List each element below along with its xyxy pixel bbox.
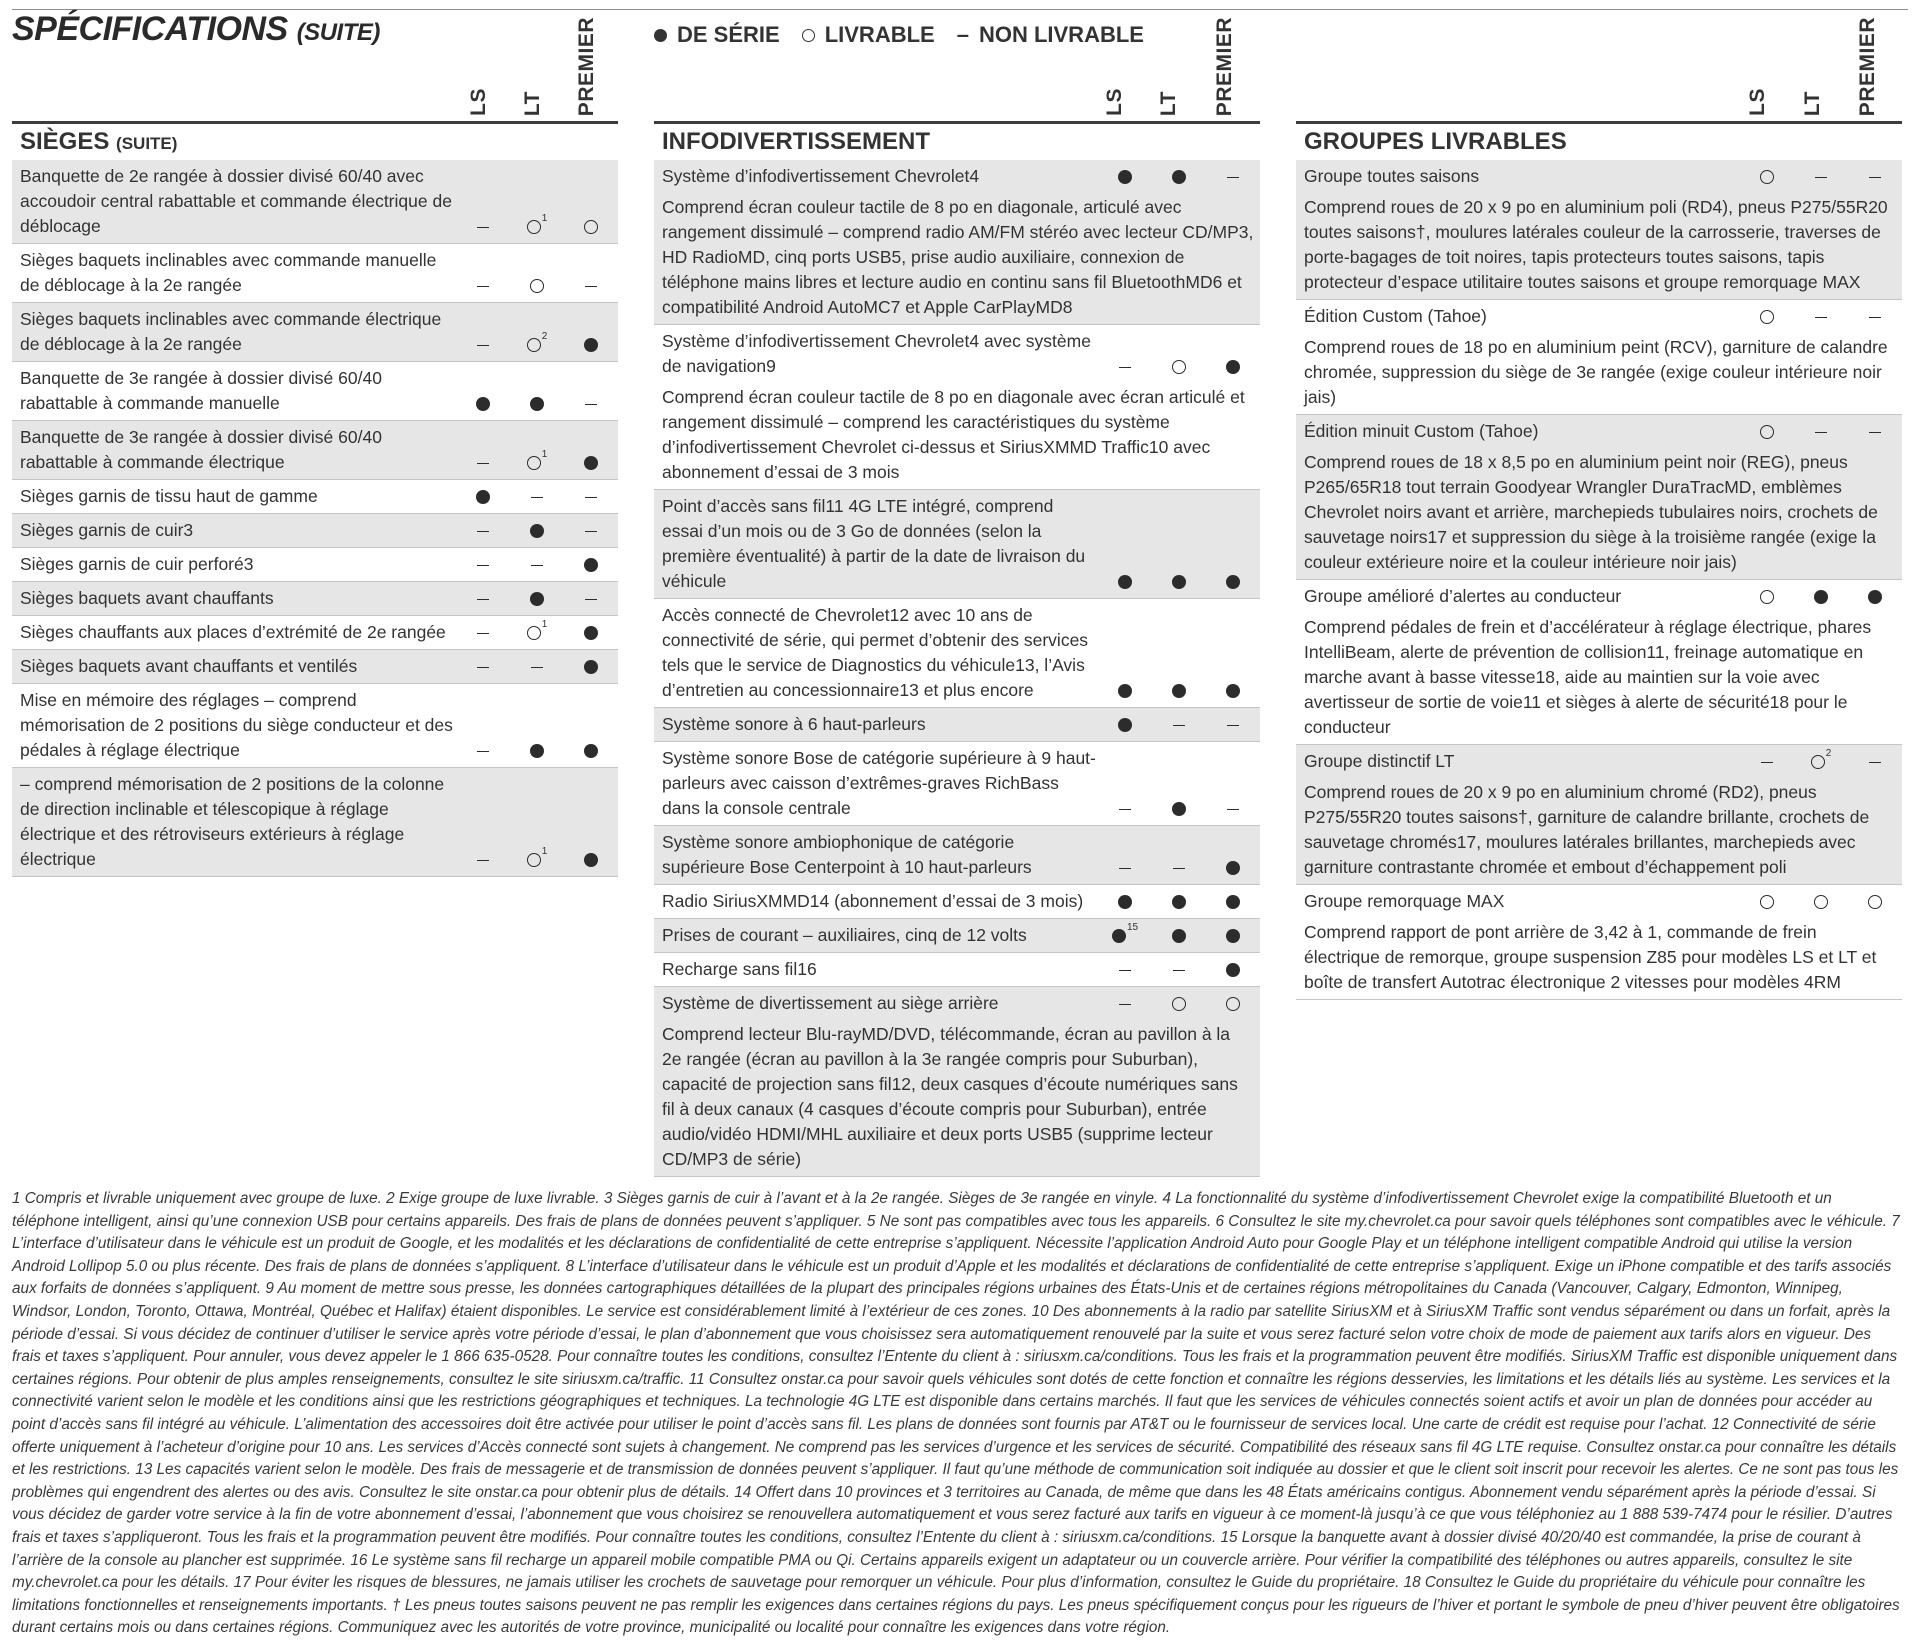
- packages-trim-headers: [1296, 16, 1902, 116]
- trim-availability-cell: [564, 214, 618, 239]
- trim-availability-cell: [1152, 164, 1206, 189]
- trim-header-lt: LT: [1157, 90, 1180, 116]
- trim-availability-cell: [1206, 678, 1260, 703]
- trim-availability-cell: [1152, 991, 1206, 1016]
- trim-availability-cell: [510, 332, 564, 357]
- trim-availability-cell: [510, 484, 564, 509]
- trim-availability-cell: [510, 518, 564, 543]
- table-row: [12, 244, 618, 303]
- feature-label: Radio SiriusXMMD14 (abonnement d’essai de 3 mois): [662, 891, 1084, 911]
- trim-availability-cell: [1152, 855, 1206, 880]
- footnote-ref: 1: [541, 449, 548, 460]
- page-title-suffix: (SUITE): [296, 19, 380, 46]
- trim-availability-cell: [1152, 796, 1206, 821]
- table-row: [12, 421, 618, 480]
- table-row: [1296, 160, 1902, 300]
- trim-availability-cell: [1206, 569, 1260, 594]
- filled-dot-icon: [1868, 590, 1882, 604]
- trim-availability-cell: [510, 738, 564, 763]
- dash-icon: [477, 667, 489, 668]
- feature-label: Sièges chauffants aux places d’extrémité de 2e rangée: [20, 622, 446, 642]
- filled-dot-icon: [530, 397, 544, 411]
- seats-title-main: SIÈGES: [20, 128, 110, 155]
- filled-dot-icon: [1172, 895, 1186, 909]
- table-row: [654, 953, 1260, 987]
- feature-label: – comprend mémorisation de 2 positions de la colonne de direction inclinable et télescopique à réglage électrique et des rétroviseurs extérieurs à réglage électrique: [20, 774, 445, 869]
- feature-label: Banquette de 2e rangée à dossier divisé 60/40 avec accoudoir central rabattable et commande électrique de déblocage: [20, 166, 452, 236]
- feature-label: Sièges garnis de cuir3: [20, 520, 194, 540]
- filled-dot-icon: [1172, 575, 1186, 589]
- trim-availability-cell: [1152, 678, 1206, 703]
- dash-icon: [1869, 762, 1881, 763]
- filled-dot-icon: [1226, 929, 1240, 943]
- filled-dot-icon: [1118, 170, 1132, 184]
- table-row: [12, 582, 618, 616]
- infotainment-title: INFODIVERTISSEMENT: [662, 128, 931, 155]
- trim-availability-cell: [1098, 354, 1152, 379]
- trim-availability-cell: [456, 586, 510, 611]
- filled-dot-icon: [1172, 929, 1186, 943]
- trim-availability-cell: [456, 620, 510, 645]
- filled-dot-icon: [1814, 590, 1828, 604]
- dash-icon: [477, 633, 489, 634]
- dash-icon: [477, 286, 489, 287]
- dash-icon: [1761, 762, 1773, 763]
- trim-availability-cell: [456, 738, 510, 763]
- filled-dot-icon: [1226, 895, 1240, 909]
- trim-availability-cell: [564, 738, 618, 763]
- trim-availability-cell: [456, 847, 510, 872]
- open-circle-icon: [1814, 895, 1828, 909]
- trim-availability-cell: [510, 654, 564, 679]
- filled-dot-icon: [530, 524, 544, 538]
- feature-description: Comprend roues de 18 x 8,5 po en aluminium peint noir (REG), pneus P265/65R18 tout terrain Goodyear Wrangler DuraTracMD, emblèmes Chevrolet noirs avant et arrière, marchepieds tubulaires noirs, crochets de sauvetage noirs17 et suppression du siège à la troisième rangée (exige la couleur extérieure noire et la couleur intérieure noir jais): [1304, 452, 1878, 572]
- filled-dot-icon: [1226, 360, 1240, 374]
- trim-availability-cell: [1740, 749, 1794, 774]
- trim-availability-cell: [564, 391, 618, 416]
- trim-availability-cell: [1794, 889, 1848, 914]
- trim-availability-cell: [564, 332, 618, 357]
- trim-availability-cell: [1152, 923, 1206, 948]
- trim-availability-cell: [456, 518, 510, 543]
- dash-icon: [1869, 177, 1881, 178]
- filled-dot-icon: [1226, 575, 1240, 589]
- infotainment-rows: [654, 160, 1260, 1177]
- filled-dot-icon: [1118, 718, 1132, 732]
- trim-availability-cell: [564, 273, 618, 298]
- footnote-ref: 2: [541, 331, 548, 342]
- trim-availability-cell: [1206, 712, 1260, 737]
- legend-standard-label: DE SÉRIE: [677, 22, 780, 47]
- legend-available-label: LIVRABLE: [824, 22, 935, 47]
- feature-label: Groupe distinctif LT: [1304, 751, 1455, 771]
- trim-availability-cell: [456, 332, 510, 357]
- dash-icon: –: [956, 22, 969, 47]
- filled-dot-icon: [584, 558, 598, 572]
- trim-availability-cell: [456, 391, 510, 416]
- trim-header-premier: PREMIER: [1856, 16, 1879, 116]
- feature-label: Recharge sans fil16: [662, 959, 817, 979]
- filled-dot-icon: [1226, 684, 1240, 698]
- trim-header-lt: LT: [1801, 90, 1824, 116]
- trim-availability-cell: [1098, 164, 1152, 189]
- table-row: [1296, 745, 1902, 885]
- dash-icon: [477, 860, 489, 861]
- trim-availability-cell: [1740, 889, 1794, 914]
- trim-availability-cell: [1794, 164, 1848, 189]
- filled-dot-icon: [1172, 684, 1186, 698]
- packages-title: GROUPES LIVRABLES: [1304, 128, 1567, 155]
- trim-availability-cell: [1206, 923, 1260, 948]
- feature-label: Banquette de 3e rangée à dossier divisé 60/40 rabattable à commande électrique: [20, 427, 382, 472]
- trim-availability-cell: [1098, 796, 1152, 821]
- table-row: [654, 987, 1260, 1177]
- trim-availability-cell: [1206, 164, 1260, 189]
- open-circle-icon: [527, 853, 541, 867]
- table-row: [12, 684, 618, 768]
- trim-availability-cell: [564, 620, 618, 645]
- trim-availability-cell: [1206, 796, 1260, 821]
- trim-availability-cell: [510, 214, 564, 239]
- table-row: [12, 160, 618, 244]
- table-row: [654, 599, 1260, 708]
- footnotes: [12, 1188, 1902, 1640]
- dash-icon: [477, 463, 489, 464]
- open-circle-icon: [584, 220, 598, 234]
- open-circle-icon: [527, 338, 541, 352]
- feature-description: Comprend pédales de frein et d’accélérateur à réglage électrique, phares IntelliBeam, alerte de prévention de collision11, freinage automatique en marche avant à basse vitesse18, aide au maintien sur la voie avec avertisseur de sortie de voie11 et sièges à alerte de sécurité18 pour le conducteur: [1304, 617, 1872, 737]
- dash-icon: [1173, 868, 1185, 869]
- open-circle-icon: [527, 456, 541, 470]
- open-circle-icon: [1226, 997, 1240, 1011]
- feature-label: Système d’infodivertissement Chevrolet4 avec système de navigation9: [662, 331, 1091, 376]
- trim-availability-cell: [1794, 419, 1848, 444]
- table-row: [12, 480, 618, 514]
- dash-icon: [585, 497, 597, 498]
- infotainment-trim-headers: [654, 16, 1260, 116]
- trim-availability-cell: [1848, 164, 1902, 189]
- trim-availability-cell: [1152, 957, 1206, 982]
- trim-availability-cell: [1740, 304, 1794, 329]
- seats-section-title: [12, 121, 618, 161]
- feature-label: Système sonore Bose de catégorie supérieure à 9 haut-parleurs avec caisson d’extrêmes-graves RichBass dans la console centrale: [662, 748, 1096, 818]
- trim-availability-cell: [510, 391, 564, 416]
- open-circle-icon: [527, 626, 541, 640]
- filled-dot-icon: [530, 744, 544, 758]
- filled-dot-icon: [1118, 684, 1132, 698]
- seats-rows: [12, 160, 618, 877]
- open-circle-icon: [530, 279, 544, 293]
- trim-availability-cell: [1794, 584, 1848, 609]
- feature-label: Système de divertissement au siège arrière: [662, 993, 999, 1013]
- trim-availability-cell: [1848, 749, 1902, 774]
- table-row: [1296, 415, 1902, 580]
- trim-availability-cell: [1206, 889, 1260, 914]
- dash-icon: [585, 599, 597, 600]
- feature-label: Accès connecté de Chevrolet12 avec 10 ans de connectivité de série, qui permet d’obtenir des services tels que le service de Diagnostics du véhicule13, l’Avis d’entretien au concessionnaire13 et plus encore: [662, 605, 1089, 700]
- dash-icon: [1119, 868, 1131, 869]
- dash-icon: [477, 565, 489, 566]
- trim-availability-cell: [564, 586, 618, 611]
- trim-header-ls: LS: [1103, 88, 1126, 116]
- table-row: [12, 650, 618, 684]
- trim-availability-cell: [456, 450, 510, 475]
- trim-availability-cell: [1152, 889, 1206, 914]
- feature-label: Groupe amélioré d’alertes au conducteur: [1304, 586, 1622, 606]
- trim-availability-cell: [1848, 889, 1902, 914]
- trim-availability-cell: [1098, 957, 1152, 982]
- feature-description: Comprend écran couleur tactile de 8 po en diagonale, articulé avec rangement dissimulé – comprend radio AM/FM stéréo avec lecteur CD/MP3, HD RadioMD, cinq ports USB5, prise audio auxiliaire, connexion de téléphone mains libres et lecture audio en continu sans fil BluetoothMD6 et compatibilité Android AutoMC7 et Apple CarPlayMD8: [662, 197, 1254, 317]
- trim-availability-cell: [1848, 584, 1902, 609]
- open-circle-icon: [1760, 895, 1774, 909]
- filled-dot-icon: [1118, 575, 1132, 589]
- table-row: [654, 742, 1260, 826]
- dash-icon: [531, 497, 543, 498]
- trim-availability-cell: [564, 518, 618, 543]
- dash-icon: [1227, 177, 1239, 178]
- trim-availability-cell: [510, 552, 564, 577]
- trim-availability-cell: [510, 273, 564, 298]
- filled-dot-icon: [476, 490, 490, 504]
- dash-icon: [1815, 177, 1827, 178]
- table-row: [1296, 300, 1902, 415]
- trim-availability-cell: [510, 847, 564, 872]
- table-row: [654, 708, 1260, 742]
- trim-availability-cell: [1794, 749, 1848, 774]
- infotainment-section-title: [654, 121, 1260, 161]
- feature-label: Système sonore ambiophonique de catégorie supérieure Bose Centerpoint à 10 haut-parleurs: [662, 832, 1032, 877]
- feature-label: Mise en mémoire des réglages – comprend mémorisation de 2 positions du siège conducteur et des pédales à réglage électrique: [20, 690, 453, 760]
- feature-label: Système sonore à 6 haut-parleurs: [662, 714, 926, 734]
- trim-header-premier: PREMIER: [1213, 16, 1236, 116]
- filled-dot-icon: [1172, 170, 1186, 184]
- open-circle-icon: [1868, 895, 1882, 909]
- trim-availability-cell: [456, 484, 510, 509]
- dash-icon: [1173, 725, 1185, 726]
- trim-availability-cell: [510, 586, 564, 611]
- dash-icon: [1227, 809, 1239, 810]
- footnote-ref: 1: [541, 619, 548, 630]
- trim-availability-cell: [564, 654, 618, 679]
- dash-icon: [1227, 725, 1239, 726]
- table-row: [1296, 580, 1902, 745]
- table-row: [12, 616, 618, 650]
- feature-label: Groupe toutes saisons: [1304, 166, 1480, 186]
- open-circle-icon: [1760, 590, 1774, 604]
- trim-availability-cell: [564, 450, 618, 475]
- filled-dot-icon: [584, 744, 598, 758]
- trim-availability-cell: [456, 273, 510, 298]
- feature-description: Comprend roues de 20 x 9 po en aluminium poli (RD4), pneus P275/55R20 toutes saisons†, moulures latérales couleur de la carrosserie, traverses de porte-bagages de toit noires, tapis protecteurs toutes saisons, tapis protecteur d’espace utilitaire toutes saisons et groupe remorquage MAX: [1304, 197, 1888, 292]
- dash-icon: [1119, 367, 1131, 368]
- feature-label: Sièges garnis de tissu haut de gamme: [20, 486, 318, 506]
- trim-availability-cell: [1794, 304, 1848, 329]
- feature-description: Comprend roues de 20 x 9 po en aluminium chromé (RD2), pneus P275/55R20 toutes saisons†, garniture de calandre brillante, crochets de sauvetage chromés17, moulures latérales brillantes, marchepieds avec garniture contrastante chromée et embout d’échappement poli: [1304, 782, 1870, 877]
- open-circle-icon: [1760, 310, 1774, 324]
- dash-icon: [477, 751, 489, 752]
- trim-availability-cell: [456, 552, 510, 577]
- trim-availability-cell: [1848, 419, 1902, 444]
- trim-availability-cell: [456, 214, 510, 239]
- trim-header-ls: LS: [1746, 88, 1769, 116]
- feature-label: Sièges baquets avant chauffants: [20, 588, 274, 608]
- trim-availability-cell: [564, 847, 618, 872]
- trim-availability-cell: [1206, 957, 1260, 982]
- feature-label: Sièges garnis de cuir perforé3: [20, 554, 254, 574]
- feature-label: Sièges baquets avant chauffants et ventilés: [20, 656, 358, 676]
- filled-dot-icon: [584, 626, 598, 640]
- filled-dot-icon: [476, 397, 490, 411]
- trim-availability-cell: [1152, 354, 1206, 379]
- trim-availability-cell: [510, 620, 564, 645]
- trim-header-ls: LS: [467, 88, 490, 116]
- trim-availability-cell: [1098, 678, 1152, 703]
- feature-label: Édition minuit Custom (Tahoe): [1304, 421, 1539, 441]
- table-row: [12, 303, 618, 362]
- footnote-ref: 15: [1126, 922, 1139, 933]
- open-circle-icon: [1172, 360, 1186, 374]
- filled-dot-icon: [530, 592, 544, 606]
- feature-label: Système d’infodivertissement Chevrolet4: [662, 166, 980, 186]
- dash-icon: [1815, 317, 1827, 318]
- table-row: [1296, 885, 1902, 1000]
- filled-dot-icon: [584, 338, 598, 352]
- feature-label: Édition Custom (Tahoe): [1304, 306, 1487, 326]
- footnotes-text: 1 Compris et livrable uniquement avec groupe de luxe. 2 Exige groupe de luxe livrable. 3 Sièges garnis de cuir à l’avant et à la 2e rangée. Sièges de 3e rangée en vinyle. 4 La fonctionnalité du système d’infodivertissement Chevrolet exige la compatibilité Bluetooth et un téléphone intelligent, ainsi qu’une connexion USB pour certains appareils. Des frais de plans de données peuvent s’appliquer. 5 Ne sont pas compatibles avec tous les appareils. 6 Consultez le site my.chevrolet.ca pour savoir quels téléphones sont compatibles avec le véhicule. 7 L’interface d’utilisateur dans le véhicule est un produit de Google, et les modalités et les déclarations de confidentialité de cette entreprise s’appliquent. Nécessite l’application Android Auto pour Google Play et un téléphone intelligent compatible Android qui utilise la version Android Lollipop 5.0 ou plus récente. Des frais de plans de données s’appliquent. 8 L’interface d’utilisateur dans le véhicule est un produit d’Apple et les modalités et déclarations de confidentialité de cette entreprise s’appliquent. Exige un iPhone compatible et des tarifs associés aux forfaits de données s’appliquent. 9 Au moment de mettre sous presse, les données cartographiques détaillées de la plupart des principales régions urbaines des États-Unis et de certaines régions métropolitaines du Canada (Vancouver, Calgary, Edmonton, Winnipeg, Windsor, London, Toronto, Ottawa, Montréal, Québec et Halifax) étaient disponibles. Le service est considérablement limité à l’extérieur de ces zones. 10 Des abonnements à la radio par satellite SiriusXM et à SiriusXM Traffic sont vendus séparément ou dans un forfait, après la période d’essai. Si vous décidez de continuer d’utiliser le service après votre période d’essai, le plan d’abonnement que vous choisissez sera automatiquement renouvelé par la suite et vous serez facturé selon votre choix de mode de paiement aux tarifs alors en vigueur. Des frais et taxes s’appliquent. Pour annuler, vous devez appeler le 1 866 635-0528. Pour connaître toutes les conditions, consultez l’Entente du client à : siriusxm.ca/conditions. Tous les frais et la programmation peuvent être modifiés. SiriusXM Traffic est disponible uniquement dans certaines régions. Pour obtenir de plus amples renseignements, consultez le site siriusxm.ca/traffic. 11 Consultez onstar.ca pour savoir quels véhicules sont dotés de cette fonction et connaître les régions desservies, les limitations et les détails liés au système. Les services et la connectivité varient selon le modèle et les conditions ainsi que les restrictions géographiques et techniques. La technologie 4G LTE est disponible dans certains marchés. Il faut que les services de véhicules connectés soient actifs et avoir un plan de données pour accéder au point d’accès sans fil intégré au véhicule. L’alimentation des accessoires doit être activée pour utiliser le point d’accès sans fil. Les plans de données sont fournis par AT&T ou le fournisseur de services local. Une carte de crédit est requise pour l’achat. 12 Connectivité de série offerte uniquement à l’acheteur d’origine pour 10 ans. Les services d’Accès connecté sont sujets à changement. Ne comprend pas les services d’urgence et les services de sécurité. Compatibilité des réseaux sans fil 4G LTE requise. Consultez onstar.ca pour connaître les détails et les restrictions. 13 Les capacités varient selon le modèle. Des frais de messagerie et de transmission de données peuvent s’appliquer. Il faut qu’une méthode de communication soit indiquée au dossier et que le client soit inscrit pour recevoir les alertes. Ce ne sont pas tous les problèmes qui engendrent des alertes ou des avis. Consultez le site onstar.ca pour obtenir plus de détails. 14 Offert dans 10 provinces et 3 territoires au Canada, de même que dans les 48 États américains contigus. Abonnement vendu séparément après la période d’essai. Si vous décidez de garder votre service à la fin de votre abonnement d’essai, l’abonnement que vous choisirez se renouvellera automatiquement et vous serez facturé aux tarifs en vigueur à ce moment-là jusqu’à ce que vous téléphoniez au 1 888 539-7474 pour le résilier. D’autres frais et taxes s’appliqueront. Tous les frais et la programmation peuvent être modifiés. Pour connaître toutes les conditions, consultez l’Entente du client à : siriusxm.ca/conditions. 15 Lorsque la banquette avant à dossier divisé 40/20/40 est commandée, la prise de courant à l’arrière de la console au plancher est supprimée. 16 Le système sans fil recharge un appareil mobile compatible PMA ou Qi. Certains appareils exigent un adaptateur ou un couvercle arrière. Pour vérifier la compatibilité des téléphones ou autres appareils, consultez le site my.chevrolet.ca pour les détails. 17 Pour éviter les risques de blessures, ne jamais utiliser les crochets de sauvetage pour remorquer un véhicule. Pour plus d’information, consultez le Guide du propriétaire. 18 Consultez le Guide du propriétaire du véhicule pour connaître les limitations fonctionnelles et renseignements importants. † Les pneus toutes saisons peuvent ne pas remplir les exigences dans certaines régions du pays. Les pneus spécifiquement conçus pour les rigueurs de l’hiver et portant le symbole de pneu d’hiver peuvent être obligatoires durant certains mois ou dans certaines régions. Communiquez avec les autorités de votre province, municipalité ou localité pour connaître les exigences dans votre région.: [12, 1190, 1900, 1637]
- trim-availability-cell: [1848, 304, 1902, 329]
- feature-label: Groupe remorquage MAX: [1304, 891, 1505, 911]
- open-circle-icon: [1811, 755, 1825, 769]
- seats-trim-headers: [12, 16, 618, 116]
- packages-section-title: [1296, 121, 1902, 161]
- filled-dot-icon: [1118, 895, 1132, 909]
- table-row: [654, 325, 1260, 490]
- feature-description: Comprend rapport de pont arrière de 3,42 à 1, commande de frein électrique de remorque, groupe suspension Z85 pour modèles LS et LT et boîte de transfert Autotrac électronique 2 vitesses pour modèles 4RM: [1304, 922, 1877, 992]
- trim-header-lt: LT: [521, 90, 544, 116]
- dash-icon: [477, 599, 489, 600]
- footnote-ref: 1: [541, 846, 548, 857]
- open-circle-icon: [1760, 170, 1774, 184]
- open-circle-icon: [1760, 425, 1774, 439]
- trim-header-premier: PREMIER: [575, 16, 598, 116]
- trim-availability-cell: [1152, 569, 1206, 594]
- trim-availability-cell: [456, 654, 510, 679]
- table-row: [654, 490, 1260, 599]
- feature-label: Sièges baquets inclinables avec commande manuelle de déblocage à la 2e rangée: [20, 250, 437, 295]
- trim-availability-cell: [1740, 419, 1794, 444]
- dash-icon: [477, 531, 489, 532]
- trim-availability-cell: [1206, 991, 1260, 1016]
- table-row: [654, 826, 1260, 885]
- trim-availability-cell: [564, 484, 618, 509]
- filled-dot-icon: [584, 853, 598, 867]
- table-row: [654, 919, 1260, 953]
- filled-dot-icon: [584, 456, 598, 470]
- filled-dot-icon: [1172, 802, 1186, 816]
- dash-icon: [1119, 1004, 1131, 1005]
- dash-icon: [1869, 317, 1881, 318]
- feature-label: Banquette de 3e rangée à dossier divisé 60/40 rabattable à commande manuelle: [20, 368, 382, 413]
- dash-icon: [1815, 432, 1827, 433]
- footnote-ref: 2: [1825, 748, 1832, 759]
- trim-availability-cell: [1098, 855, 1152, 880]
- dash-icon: [1869, 432, 1881, 433]
- table-row: [654, 160, 1260, 325]
- feature-description: Comprend lecteur Blu-rayMD/DVD, télécommande, écran au pavillon à la 2e rangée (écran au pavillon à la 3e rangée compris pour Suburban), capacité de projection sans fil12, deux casques d’écoute numériques sans fil à deux canaux (4 casques d’écoute compris pour Suburban), entrée audio/vidéo HDMI/MHL auxiliaire et deux ports USB5 (supprime lecteur CD/MP3 de série): [662, 1024, 1238, 1169]
- dash-icon: [1173, 970, 1185, 971]
- feature-label: Prises de courant – auxiliaires, cinq de 12 volts: [662, 925, 1027, 945]
- table-row: [12, 548, 618, 582]
- trim-availability-cell: [1206, 354, 1260, 379]
- seats-title-suffix: (SUITE): [116, 134, 178, 153]
- dash-icon: [1119, 809, 1131, 810]
- filled-dot-icon: [1226, 861, 1240, 875]
- dash-icon: [477, 227, 489, 228]
- feature-description: Comprend roues de 18 po en aluminium peint (RCV), garniture de calandre chromée, suppression du siège de 3e rangée (exige couleur intérieure noir jais): [1304, 337, 1888, 407]
- filled-dot-icon: [1112, 929, 1126, 943]
- trim-availability-cell: [1098, 889, 1152, 914]
- trim-availability-cell: [1098, 923, 1152, 948]
- filled-dot-icon: [584, 660, 598, 674]
- feature-description: Comprend écran couleur tactile de 8 po en diagonale avec écran articulé et rangement dissimulé – comprend les caractéristiques du système d’infodivertissement Chevrolet ci-dessus et SiriusXMMD Traffic10 avec abonnement d’essai de 3 mois: [662, 387, 1245, 482]
- trim-availability-cell: [1152, 712, 1206, 737]
- dash-icon: [585, 404, 597, 405]
- table-row: [654, 885, 1260, 919]
- dash-icon: [585, 286, 597, 287]
- trim-availability-cell: [510, 450, 564, 475]
- trim-availability-cell: [1098, 712, 1152, 737]
- trim-availability-cell: [564, 552, 618, 577]
- page-title-main: SPÉCIFICATIONS: [12, 10, 288, 48]
- table-row: [12, 514, 618, 548]
- filled-dot-icon: [1226, 963, 1240, 977]
- trim-availability-cell: [1098, 991, 1152, 1016]
- packages-rows: [1296, 160, 1902, 1000]
- feature-label: Sièges baquets inclinables avec commande électrique de déblocage à la 2e rangée: [20, 309, 442, 354]
- legend-not-available-label: NON LIVRABLE: [978, 22, 1144, 47]
- dash-icon: [585, 531, 597, 532]
- trim-availability-cell: [1740, 164, 1794, 189]
- feature-label: Point d’accès sans fil11 4G LTE intégré, comprend essai d’un mois ou de 3 Go de données (selon la première éventualité) à partir de la date de livraison du véhicule: [662, 496, 1086, 591]
- open-circle-icon: [527, 220, 541, 234]
- trim-availability-cell: [1206, 855, 1260, 880]
- table-row: [12, 768, 618, 877]
- dash-icon: [531, 565, 543, 566]
- trim-availability-cell: [1098, 569, 1152, 594]
- trim-availability-cell: [1740, 584, 1794, 609]
- table-row: [12, 362, 618, 421]
- open-circle-icon: [1172, 997, 1186, 1011]
- dash-icon: [477, 345, 489, 346]
- dash-icon: [531, 667, 543, 668]
- footnote-ref: 1: [541, 213, 548, 224]
- dash-icon: [1119, 970, 1131, 971]
